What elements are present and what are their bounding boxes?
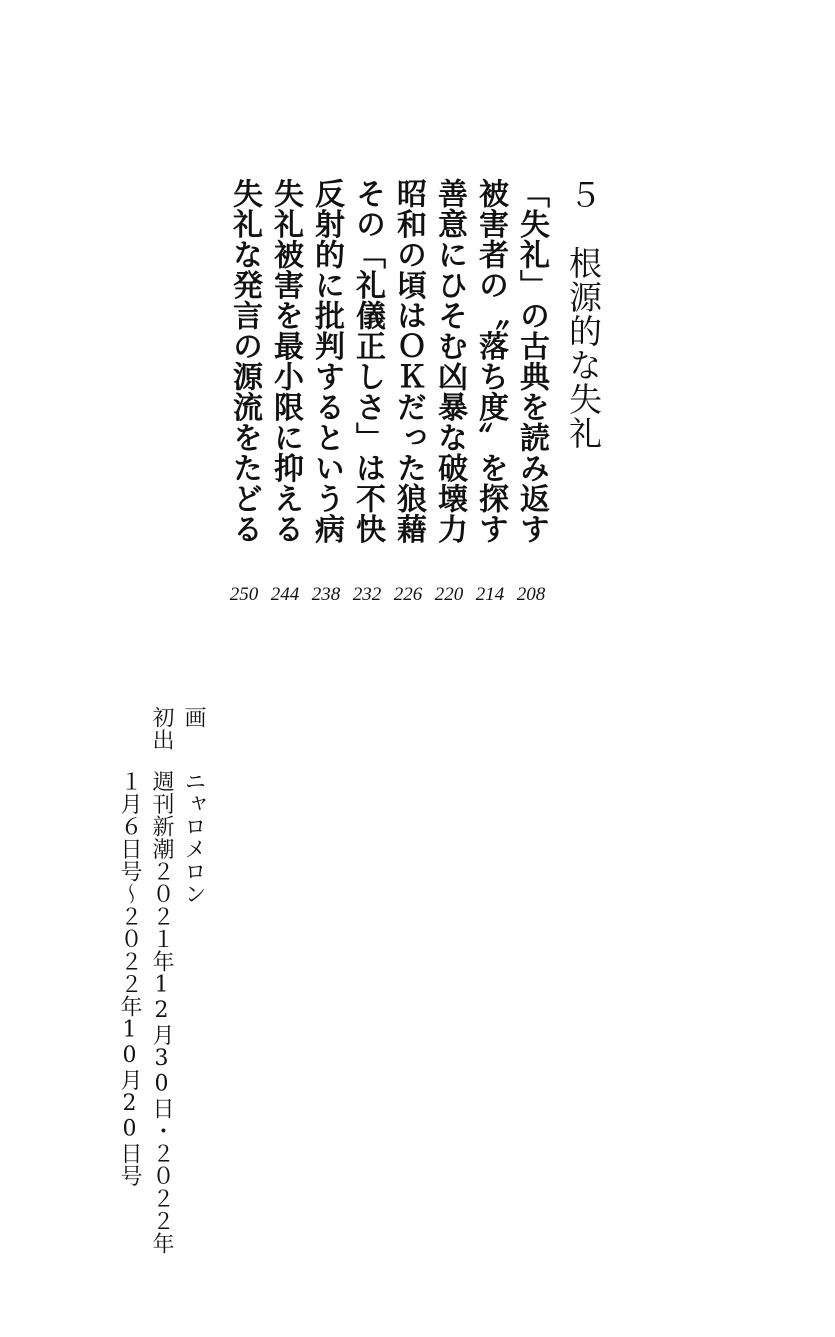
section-page-number: 244 <box>270 584 300 605</box>
section-title: 被害者の〝落ち度〟を探す <box>473 178 508 544</box>
section-title: 反射的に批判するという病 <box>309 178 344 544</box>
section-title: 失礼被害を最小限に抑える <box>268 178 303 544</box>
section-page-number: 232 <box>352 584 382 605</box>
section-page-number: 214 <box>475 584 505 605</box>
first-appearance-label: 初出 <box>149 706 174 751</box>
chapter-heading: ５ 根源的な失礼 <box>564 178 603 450</box>
first-appearance-line2: １月６日号〜２０２２年10月20日号 <box>117 770 142 1187</box>
section-title: 昭和の頃はＯＫだった狼藉 <box>391 178 426 544</box>
first-appearance-line1: 週刊新潮２０２１年12月30日・２０２２年 <box>149 770 174 1255</box>
section-page-number: 208 <box>516 584 546 605</box>
section-page-number: 226 <box>393 584 423 605</box>
section-page-number: 220 <box>434 584 464 605</box>
section-page-number: 238 <box>311 584 341 605</box>
section-title: 「失礼」の古典を読み返す <box>514 178 549 544</box>
illustration-label: 画 <box>181 706 206 729</box>
section-title: 善意にひそむ凶暴な破壊力 <box>432 178 467 544</box>
section-title: その「礼儀正しさ」は不快 <box>350 178 385 544</box>
section-title: 失礼な発言の源流をたどる <box>227 178 262 544</box>
section-page-number: 250 <box>229 584 259 605</box>
illustrator-name: ニャロメロン <box>181 770 206 905</box>
